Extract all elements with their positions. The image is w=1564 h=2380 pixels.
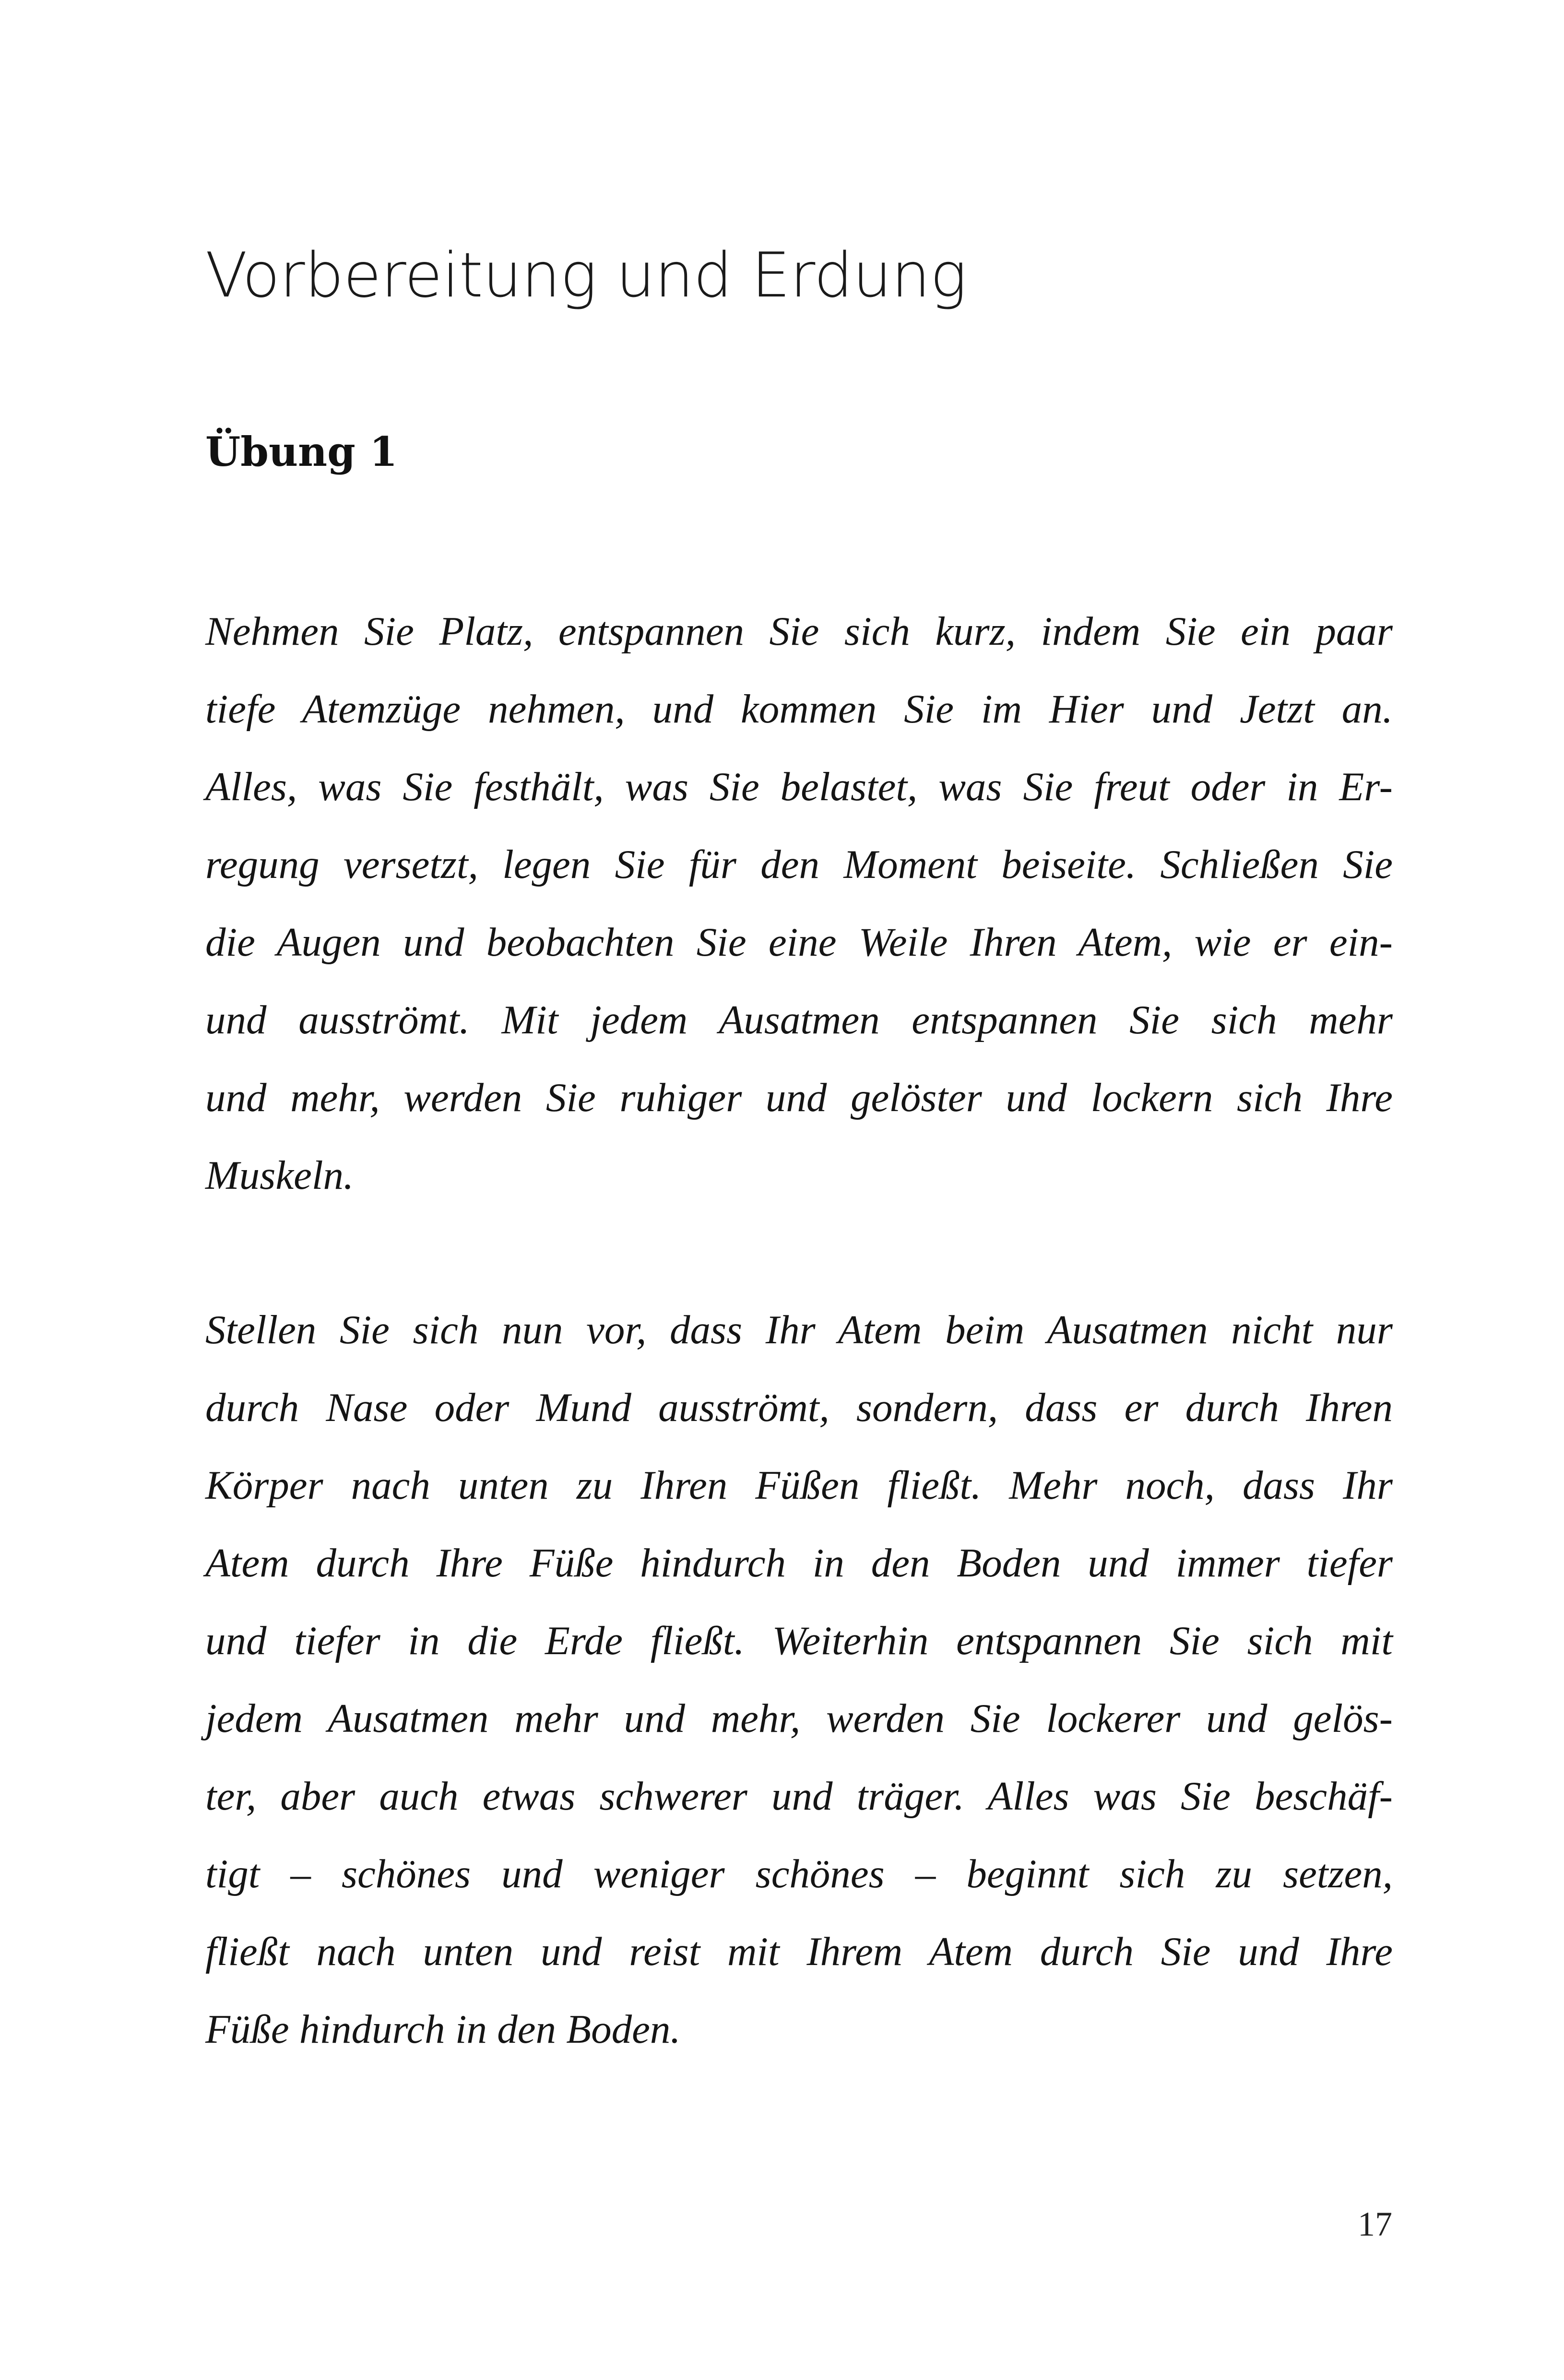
page-number: 17 [1358,2205,1392,2243]
paragraph-line: jedem Ausatmen mehr und mehr, werden Sie lockerer und gelös- [205,1696,1393,1741]
paragraph-line: und tiefer in die Erde fließt. Weiterhin entspannen Sie sich mit [205,1618,1393,1663]
paragraph-1 [205,592,1393,1214]
paragraph-2 [205,1291,1393,2068]
paragraph-line: durch Nase oder Mund ausströmt, sondern, dass er durch Ihren [205,1385,1393,1430]
paragraph-line: und ausströmt. Mit jedem Ausatmen entspannen Sie sich mehr [205,997,1393,1042]
paragraph-line: tigt – schönes und weniger schönes – beginnt sich zu setzen, [205,1851,1393,1896]
paragraph-line: Körper nach unten zu Ihren Füßen fließt. Mehr noch, dass Ihr [205,1463,1393,1508]
section-title: Übung 1 [205,428,398,475]
paragraph-line: Nehmen Sie Platz, entspannen Sie sich kurz, indem Sie ein paar [205,609,1393,654]
paragraph-line: die Augen und beobachten Sie eine Weile Ihren Atem, wie er ein- [205,920,1393,965]
paragraph-line: Alles, was Sie festhält, was Sie belastet, was Sie freut oder in Er- [205,764,1393,809]
paragraph-line: regung versetzt, legen Sie für den Moment beiseite. Schließen Sie [205,842,1393,887]
paragraph-line: tiefe Atemzüge nehmen, und kommen Sie im Hier und Jetzt an. [205,687,1393,732]
paragraph-line: ter, aber auch etwas schwerer und träger. Alles was Sie beschäf- [205,1774,1393,1819]
paragraph-line: und mehr, werden Sie ruhiger und gelöster und lockern sich Ihre [205,1075,1393,1120]
paragraph-line: fließt nach unten und reist mit Ihrem Atem durch Sie und Ihre [205,1929,1393,1974]
paragraph-line: Stellen Sie sich nun vor, dass Ihr Atem beim Ausatmen nicht nur [205,1307,1393,1352]
paragraph-line: Atem durch Ihre Füße hindurch in den Boden und immer tiefer [205,1540,1393,1586]
paragraph-line: Muskeln. [205,1153,354,1198]
chapter-title: Vorbereitung und Erdung [205,240,967,311]
paragraph-line: Füße hindurch in den Boden. [205,2007,681,2052]
